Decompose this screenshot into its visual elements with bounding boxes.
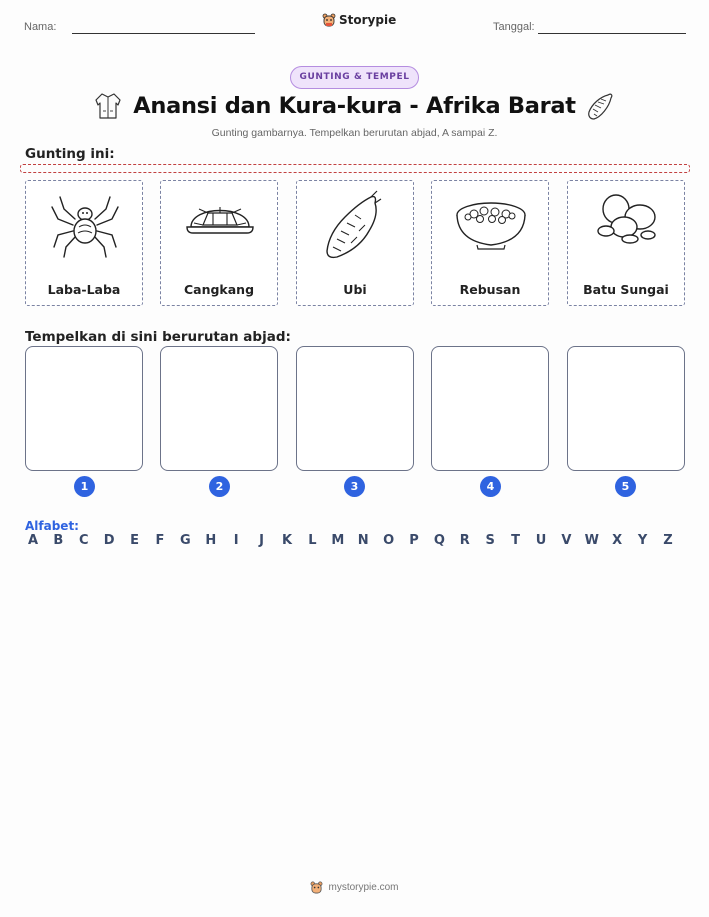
slot-number: 4	[480, 476, 501, 497]
slot-number: 5	[615, 476, 636, 497]
card-label: Laba-Laba	[47, 282, 121, 297]
pinecone-icon	[585, 91, 615, 123]
storypie-mascot-icon	[322, 12, 336, 28]
paste-slot-4[interactable]	[431, 346, 549, 471]
alphabet-letter: P	[409, 533, 419, 548]
spider-icon	[26, 187, 144, 277]
name-field[interactable]	[72, 33, 255, 34]
alphabet-letter: B	[53, 533, 64, 548]
date-label: Tanggal:	[493, 21, 535, 33]
slot-number: 3	[344, 476, 365, 497]
card-label: Rebusan	[459, 282, 521, 297]
alphabet-letter: O	[383, 533, 395, 548]
alphabet-letter: A	[27, 533, 39, 548]
card-label: Batu Sungai	[583, 282, 669, 297]
paste-slot-1[interactable]	[25, 346, 143, 471]
alphabet-letter: S	[485, 533, 495, 548]
storypie-mascot-icon	[310, 880, 323, 895]
alphabet-letter: H	[205, 533, 217, 548]
alphabet-letter: Q	[433, 533, 445, 548]
alphabet-letter: M	[331, 533, 345, 548]
alphabet-letter: W	[584, 533, 599, 548]
alphabet-letter: R	[459, 533, 470, 548]
footer	[0, 880, 709, 895]
alphabet-letter: N	[357, 533, 369, 548]
alphabet-letter: Y	[637, 533, 648, 548]
alphabet-letter: T	[511, 533, 521, 548]
slot-number: 2	[209, 476, 230, 497]
date-field[interactable]	[538, 33, 686, 34]
footer-url: mystorypie.com	[328, 882, 399, 893]
cut-card-stones[interactable]	[567, 180, 685, 306]
slot-number: 1	[74, 476, 95, 497]
paste-slot-3[interactable]	[296, 346, 414, 471]
alphabet-letter: F	[155, 533, 165, 548]
alphabet-label: Alfabet:	[25, 519, 79, 533]
alphabet-letter: G	[180, 533, 191, 548]
page-title: Anansi dan Kura-kura - Afrika Barat	[133, 93, 576, 119]
cut-line	[20, 164, 690, 173]
cut-heading: Gunting ini:	[25, 146, 115, 162]
paste-slot-5[interactable]	[567, 346, 685, 471]
river-stones-icon	[568, 187, 686, 277]
stew-bowl-icon	[432, 187, 550, 277]
name-label: Nama:	[24, 21, 57, 33]
alphabet-letter: C	[79, 533, 89, 548]
card-label: Cangkang	[183, 282, 255, 297]
turtle-shell-icon	[161, 187, 279, 277]
alphabet-letter: E	[130, 533, 140, 548]
alphabet-letter: L	[308, 533, 317, 548]
paste-heading: Tempelkan di sini berurutan abjad:	[25, 329, 291, 345]
activity-badge: GUNTING & TEMPEL	[290, 66, 419, 89]
alphabet-row	[25, 533, 685, 551]
alphabet-letter: V	[561, 533, 572, 548]
instructions: Gunting gambarnya. Tempelkan berurutan abjad, A sampai Z.	[211, 127, 498, 139]
cut-card-spider[interactable]	[25, 180, 143, 306]
header	[0, 0, 709, 50]
cut-card-stew[interactable]	[431, 180, 549, 306]
alphabet-letter: X	[612, 533, 623, 548]
alphabet-letter: U	[535, 533, 547, 548]
alphabet-letter: Z	[663, 533, 673, 548]
alphabet-letter: D	[103, 533, 115, 548]
cut-card-shell[interactable]	[160, 180, 278, 306]
card-label: Ubi	[343, 282, 367, 297]
yam-icon	[297, 187, 415, 277]
alphabet-letter: I	[233, 533, 239, 548]
paste-slot-2[interactable]	[160, 346, 278, 471]
storypie-logo	[322, 12, 396, 28]
alphabet-letter: K	[281, 533, 293, 548]
logo-text: Storypie	[339, 13, 397, 27]
alphabet-letter: J	[259, 533, 265, 548]
cut-card-yam[interactable]	[296, 180, 414, 306]
